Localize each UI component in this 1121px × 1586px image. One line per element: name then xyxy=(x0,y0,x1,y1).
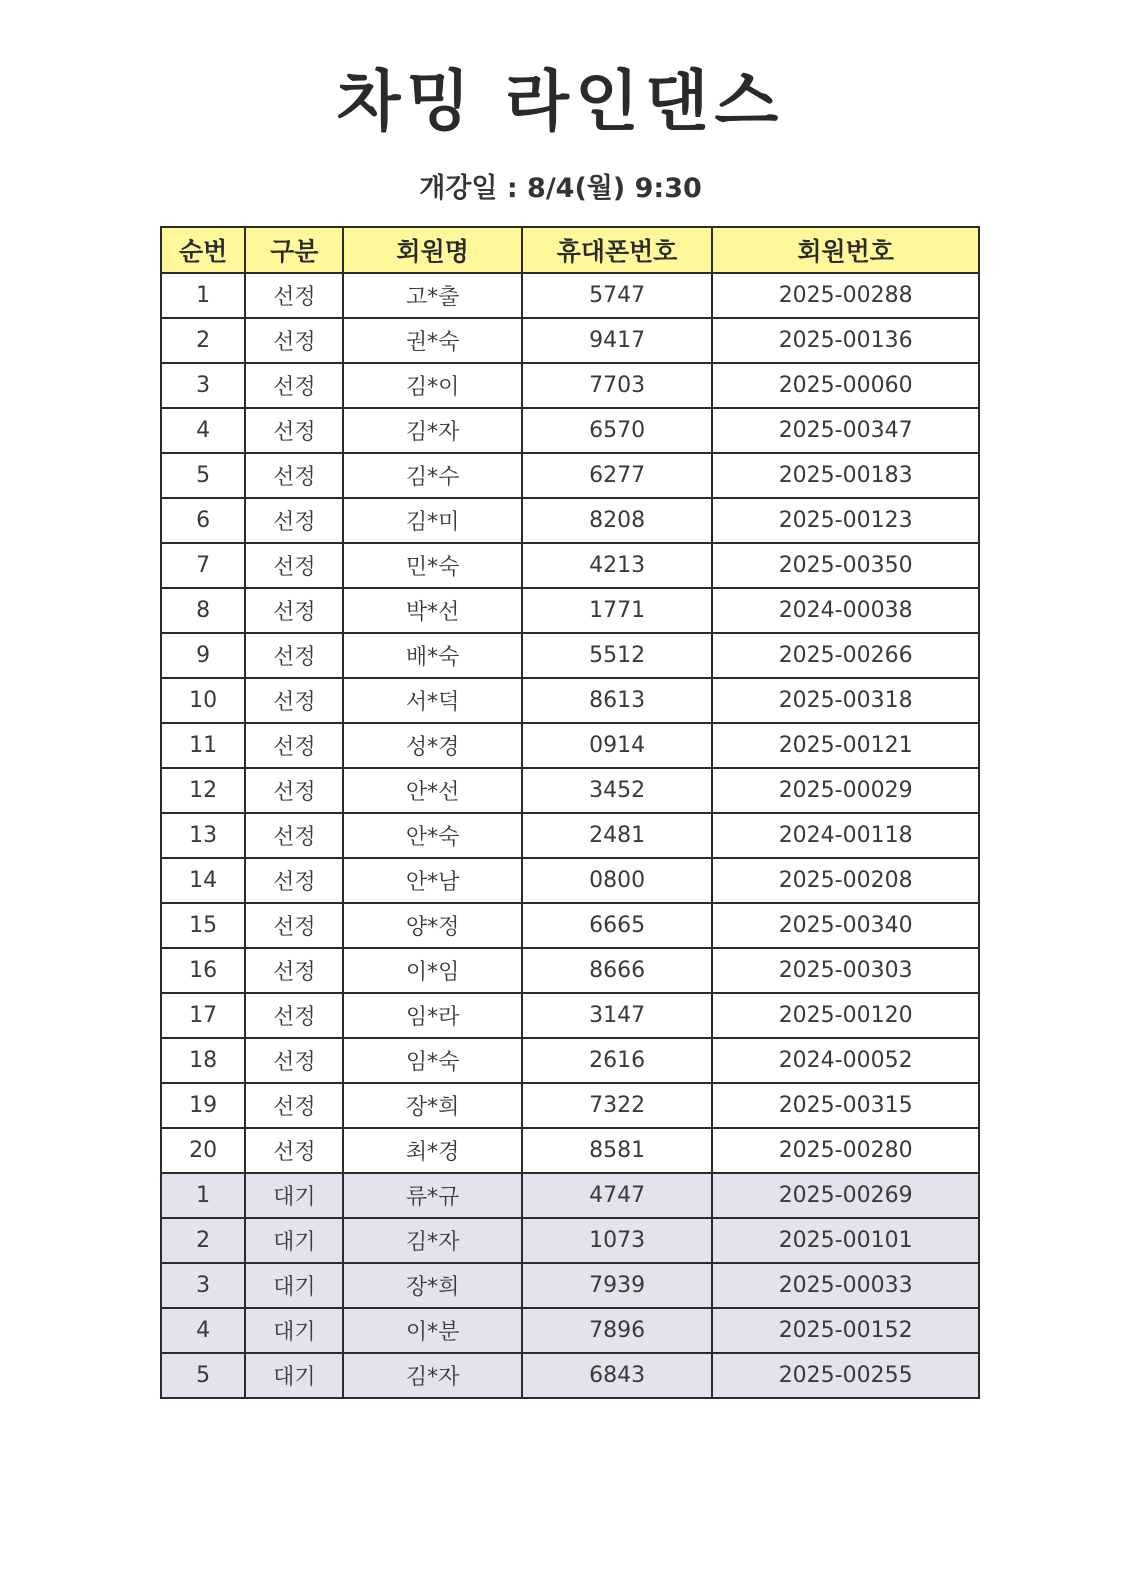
row-member-id: 2024-00118 xyxy=(712,813,979,858)
row-member-name: 박*선 xyxy=(343,588,521,633)
row-member-name: 김*자 xyxy=(343,408,521,453)
row-phone: 7322 xyxy=(522,1083,712,1128)
row-number: 13 xyxy=(161,813,245,858)
row-number: 18 xyxy=(161,1038,245,1083)
row-member-id: 2025-00101 xyxy=(712,1218,979,1263)
row-member-name: 류*규 xyxy=(343,1173,521,1218)
row-member-id: 2025-00315 xyxy=(712,1083,979,1128)
page-title: 차밍 라인댄스 xyxy=(336,63,785,140)
row-member-name: 배*숙 xyxy=(343,633,521,678)
table-row xyxy=(161,1128,979,1173)
row-member-name: 최*경 xyxy=(343,1128,521,1173)
row-phone: 5512 xyxy=(522,633,712,678)
row-member-id: 2025-00183 xyxy=(712,453,979,498)
table-row xyxy=(161,318,979,363)
row-status: 대기 xyxy=(245,1353,343,1398)
row-member-name: 안*숙 xyxy=(343,813,521,858)
table-row xyxy=(161,678,979,723)
row-member-name: 서*덕 xyxy=(343,678,521,723)
row-member-id: 2025-00318 xyxy=(712,678,979,723)
row-status: 선정 xyxy=(245,813,343,858)
row-status: 대기 xyxy=(245,1173,343,1218)
roster-table xyxy=(160,226,980,1399)
row-phone: 0800 xyxy=(522,858,712,903)
row-status: 선정 xyxy=(245,768,343,813)
row-phone: 6665 xyxy=(522,903,712,948)
row-number: 20 xyxy=(161,1128,245,1173)
row-member-name: 이*분 xyxy=(343,1308,521,1353)
table-row xyxy=(161,1308,979,1353)
row-member-id: 2025-00266 xyxy=(712,633,979,678)
row-member-id: 2025-00123 xyxy=(712,498,979,543)
table-row xyxy=(161,993,979,1038)
row-status: 선정 xyxy=(245,318,343,363)
table-row xyxy=(161,453,979,498)
row-status: 선정 xyxy=(245,498,343,543)
table-row xyxy=(161,858,979,903)
row-member-name: 김*미 xyxy=(343,498,521,543)
row-number: 3 xyxy=(161,1263,245,1308)
row-member-name: 김*자 xyxy=(343,1353,521,1398)
row-member-name: 김*이 xyxy=(343,363,521,408)
table-row xyxy=(161,273,979,318)
row-number: 16 xyxy=(161,948,245,993)
table-row xyxy=(161,543,979,588)
row-status: 대기 xyxy=(245,1218,343,1263)
table-row xyxy=(161,813,979,858)
row-member-id: 2025-00350 xyxy=(712,543,979,588)
row-member-id: 2025-00340 xyxy=(712,903,979,948)
row-number: 6 xyxy=(161,498,245,543)
row-status: 선정 xyxy=(245,1128,343,1173)
row-status: 선정 xyxy=(245,453,343,498)
row-phone: 6570 xyxy=(522,408,712,453)
table-row xyxy=(161,948,979,993)
row-member-name: 장*희 xyxy=(343,1263,521,1308)
row-status: 선정 xyxy=(245,948,343,993)
row-member-id: 2025-00120 xyxy=(712,993,979,1038)
row-number: 2 xyxy=(161,1218,245,1263)
row-phone: 2481 xyxy=(522,813,712,858)
table-row xyxy=(161,1038,979,1083)
table-row xyxy=(161,588,979,633)
table-row xyxy=(161,363,979,408)
row-phone: 4747 xyxy=(522,1173,712,1218)
row-phone: 6277 xyxy=(522,453,712,498)
row-phone: 8613 xyxy=(522,678,712,723)
row-member-id: 2024-00052 xyxy=(712,1038,979,1083)
row-member-id: 2025-00060 xyxy=(712,363,979,408)
row-status: 선정 xyxy=(245,993,343,1038)
table-header-row xyxy=(161,227,979,273)
row-member-id: 2025-00121 xyxy=(712,723,979,768)
table-row xyxy=(161,408,979,453)
row-status: 선정 xyxy=(245,588,343,633)
row-status: 선정 xyxy=(245,678,343,723)
table-row xyxy=(161,633,979,678)
row-number: 8 xyxy=(161,588,245,633)
row-member-name: 권*숙 xyxy=(343,318,521,363)
header-status: 구분 xyxy=(245,227,343,273)
row-member-name: 안*남 xyxy=(343,858,521,903)
table-row xyxy=(161,1353,979,1398)
row-member-id: 2025-00255 xyxy=(712,1353,979,1398)
row-member-name: 양*정 xyxy=(343,903,521,948)
row-number: 4 xyxy=(161,408,245,453)
row-number: 19 xyxy=(161,1083,245,1128)
table-row xyxy=(161,1218,979,1263)
table-row xyxy=(161,903,979,948)
row-status: 선정 xyxy=(245,723,343,768)
roster-body xyxy=(161,273,979,1398)
row-phone: 3147 xyxy=(522,993,712,1038)
row-number: 9 xyxy=(161,633,245,678)
row-phone: 2616 xyxy=(522,1038,712,1083)
row-status: 선정 xyxy=(245,1038,343,1083)
row-member-id: 2025-00136 xyxy=(712,318,979,363)
row-phone: 5747 xyxy=(522,273,712,318)
row-member-name: 고*출 xyxy=(343,273,521,318)
table-row xyxy=(161,498,979,543)
row-member-name: 임*라 xyxy=(343,993,521,1038)
table-row xyxy=(161,1083,979,1128)
row-number: 3 xyxy=(161,363,245,408)
row-member-id: 2025-00303 xyxy=(712,948,979,993)
row-member-name: 안*선 xyxy=(343,768,521,813)
class-start-info: 개강일 : 8/4(월) 9:30 xyxy=(419,173,702,204)
row-status: 대기 xyxy=(245,1308,343,1353)
row-phone: 7939 xyxy=(522,1263,712,1308)
row-phone: 1771 xyxy=(522,588,712,633)
row-number: 11 xyxy=(161,723,245,768)
row-number: 7 xyxy=(161,543,245,588)
row-number: 2 xyxy=(161,318,245,363)
row-member-name: 임*숙 xyxy=(343,1038,521,1083)
row-member-id: 2025-00288 xyxy=(712,273,979,318)
row-status: 선정 xyxy=(245,1083,343,1128)
table-row xyxy=(161,1173,979,1218)
row-status: 선정 xyxy=(245,903,343,948)
row-number: 10 xyxy=(161,678,245,723)
row-member-id: 2025-00208 xyxy=(712,858,979,903)
row-phone: 0914 xyxy=(522,723,712,768)
row-status: 선정 xyxy=(245,363,343,408)
row-member-id: 2025-00152 xyxy=(712,1308,979,1353)
row-number: 1 xyxy=(161,273,245,318)
row-member-name: 장*희 xyxy=(343,1083,521,1128)
row-phone: 6843 xyxy=(522,1353,712,1398)
header-phone: 휴대폰번호 xyxy=(522,227,712,273)
row-member-id: 2025-00029 xyxy=(712,768,979,813)
header-member-id: 회원번호 xyxy=(712,227,979,273)
row-phone: 3452 xyxy=(522,768,712,813)
header-member-name: 회원명 xyxy=(343,227,521,273)
table-row xyxy=(161,768,979,813)
row-phone: 9417 xyxy=(522,318,712,363)
row-number: 12 xyxy=(161,768,245,813)
row-status: 선정 xyxy=(245,408,343,453)
row-member-name: 김*수 xyxy=(343,453,521,498)
row-phone: 8581 xyxy=(522,1128,712,1173)
row-phone: 4213 xyxy=(522,543,712,588)
row-member-name: 이*임 xyxy=(343,948,521,993)
row-status: 대기 xyxy=(245,1263,343,1308)
row-member-id: 2025-00347 xyxy=(712,408,979,453)
row-number: 15 xyxy=(161,903,245,948)
table-row xyxy=(161,1263,979,1308)
row-member-name: 성*경 xyxy=(343,723,521,768)
row-phone: 7896 xyxy=(522,1308,712,1353)
row-number: 17 xyxy=(161,993,245,1038)
row-phone: 1073 xyxy=(522,1218,712,1263)
row-number: 5 xyxy=(161,453,245,498)
row-status: 선정 xyxy=(245,543,343,588)
row-number: 14 xyxy=(161,858,245,903)
header-number: 순번 xyxy=(161,227,245,273)
row-number: 5 xyxy=(161,1353,245,1398)
row-status: 선정 xyxy=(245,633,343,678)
row-status: 선정 xyxy=(245,273,343,318)
row-phone: 7703 xyxy=(522,363,712,408)
row-member-id: 2025-00269 xyxy=(712,1173,979,1218)
row-phone: 8208 xyxy=(522,498,712,543)
row-member-id: 2025-00033 xyxy=(712,1263,979,1308)
table-row xyxy=(161,723,979,768)
row-member-id: 2025-00280 xyxy=(712,1128,979,1173)
row-member-name: 김*자 xyxy=(343,1218,521,1263)
row-phone: 8666 xyxy=(522,948,712,993)
row-number: 1 xyxy=(161,1173,245,1218)
row-number: 4 xyxy=(161,1308,245,1353)
row-member-id: 2024-00038 xyxy=(712,588,979,633)
row-status: 선정 xyxy=(245,858,343,903)
row-member-name: 민*숙 xyxy=(343,543,521,588)
